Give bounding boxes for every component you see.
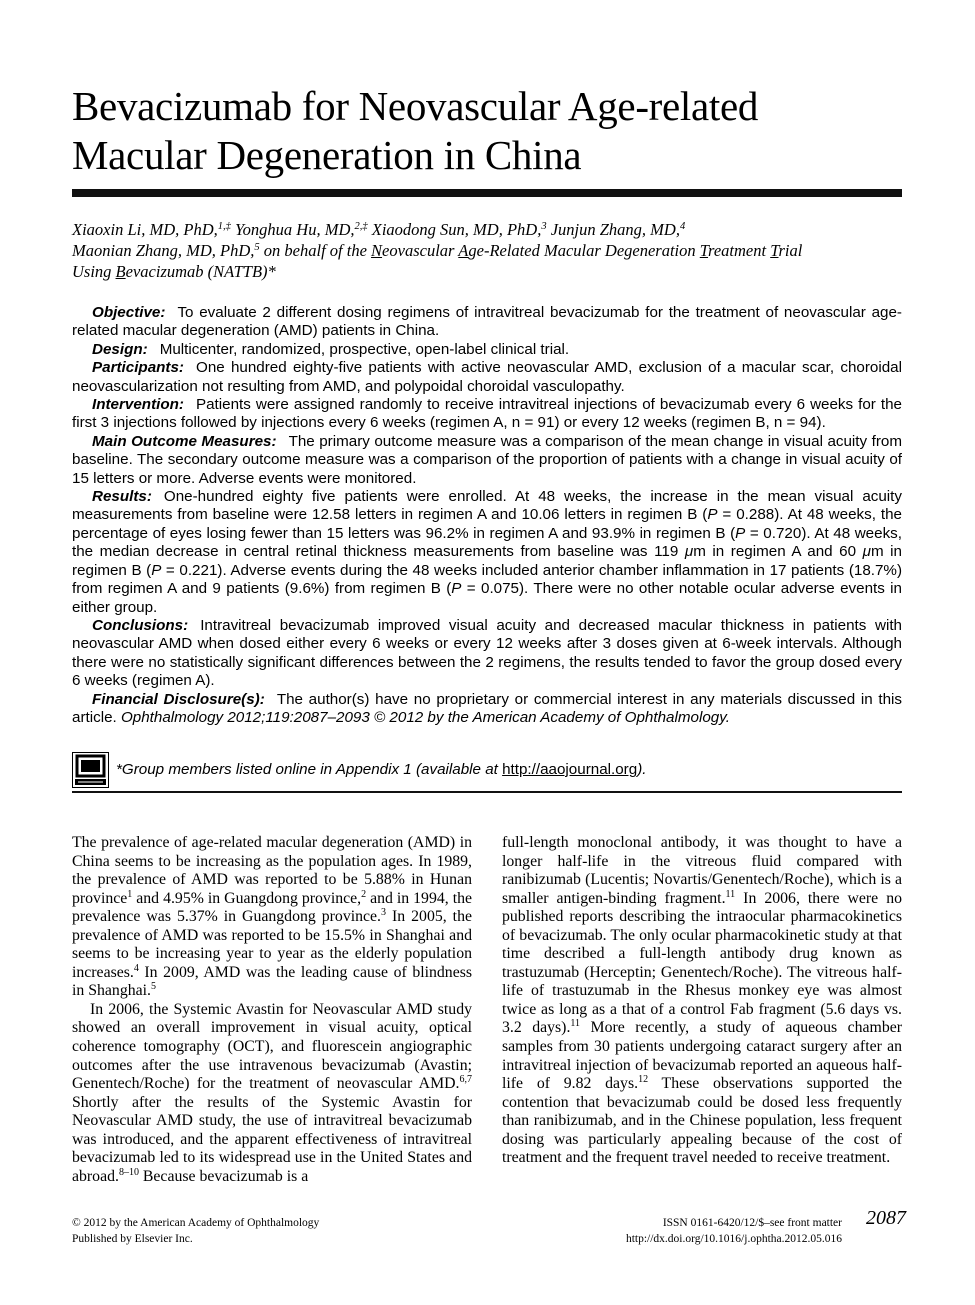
title-line-1: Bevacizumab for Neovascular Age-related xyxy=(72,83,759,129)
abstract-outcome-measures: Main Outcome Measures: The primary outcome measure was a comparison of the mean change in visual acuity from baseline. The secondary outcome measure was a comparison of the proportion of patients with a change in visual acuity of 15 letters or more. Adverse events were monitored. xyxy=(72,432,902,487)
author-line-3: Using Bevacizumab (NATTB)* xyxy=(72,262,276,281)
body-column-left xyxy=(72,834,472,1186)
citation: Ophthalmology 2012;119:2087–2093 © 2012 by the American Academy of Ophthalmology. xyxy=(120,708,730,726)
title-rule xyxy=(72,189,902,197)
doi-link[interactable]: http://dx.doi.org/10.1016/j.ophtha.2012.05.016 xyxy=(625,1233,842,1245)
reference-link[interactable]: 2 xyxy=(361,888,367,900)
reference-link[interactable]: 12 xyxy=(638,1074,649,1086)
abstract-financial-disclosure: Financial Disclosure(s): The author(s) have no proprietary or commercial interest in any materials discussed in this article. Ophthalmology 2012;119:2087–2093 © 2012 by the American Academy of Ophthalmology. xyxy=(72,690,903,726)
page-number: 2087 xyxy=(866,1207,906,1229)
abstract xyxy=(72,304,902,727)
reference-link[interactable]: 6,7 xyxy=(459,1074,472,1086)
abstract-intervention: Intervention: Patients were assigned randomly to receive intravitreal injections of bevacizumab every 6 weeks for the first 3 injections followed by injections every 6 weeks (regimen A, n = 91) or every 12 weeks (regimen B, n = 94). xyxy=(72,396,902,432)
reference-link[interactable]: 11 xyxy=(725,888,736,900)
supplement-note: *Group members listed online in Appendix 1 (available at http://aaojournal.org). xyxy=(72,752,902,788)
abstract-rule xyxy=(72,791,902,793)
footer-copyright: © 2012 by the American Academy of Ophthalmology Published by Elsevier Inc. xyxy=(72,1217,320,1245)
title-line-2: Macular Degeneration in China xyxy=(72,132,582,178)
footer-issn: ISSN 0161-6420/12/$–see front matter http://dx.doi.org/10.1016/j.ophtha.2012.05.016 xyxy=(580,1215,842,1247)
body-paragraph: The prevalence of age-related macular degeneration (AMD) in China seems to be increasing as the population ages. In 1989, the prevalence of AMD was reported to be 5.88% in Hunan province$^1$ and 4.95% in Guangdong province,$^2$ and in 1994, the prevalence was 5.37% in Guangdong province.$^3$ In 2005, the prevalence of AMD was reported to be 15.5% in Shanghai and seems to be increasing year to year as the elderly population increases.$^4$ In 2009, AMD was the leading cause of blindness in Shanghai.$^5$ xyxy=(72,834,472,1000)
body-column-right xyxy=(502,834,902,1168)
reference-link[interactable]: 8–10 xyxy=(118,1166,139,1178)
abstract-objective: Objective: To evaluate 2 different dosing regimens of intravitreal bevacizumab for the treatment of neovascular age-related macular degeneration (AMD) patients in China. xyxy=(72,304,902,340)
abstract-design: Design: Multicenter, randomized, prospective, open-label clinical trial. xyxy=(92,340,570,358)
computer-icon xyxy=(72,752,109,788)
reference-link[interactable]: 3 xyxy=(380,907,386,919)
body-paragraph: full-length monoclonal antibody, it was thought to have a longer half-life in the vitreous fluid compared with ranibizumab (Lucentis; Novartis/Genentech/Roche), which is a smaller antigen-binding fragment.$^{11}$ In 2006, there were no published reports describing the intraocular pharmacokinetics of bevacizumab. The only ocular pharmacokinetic study at that time described a full-length antibody drug known as trastuzumab (Herceptin; Genentech/Roche). The vitreous half-life of trastuzumab in the Rhesus monkey eye was almost twice as long as a that of a control Fab fragment (5.6 days vs. 3.2 days).$^{11}$ More recently, a study of aqueous chamber samples from 30 patients undergoing cataract surgery after an intravitreal injection of bevacizumab reported an aqueous half-life of 9.82 days.$^{12}$ These observations supported the contention that bevacizumab could be dosed less frequently than ranibizumab, and in the Chinese population, less frequent dosing was particularly appealing because of the cost of treatment and the frequent travel needed to receive treatment. xyxy=(502,834,903,1167)
reference-link[interactable]: 4 xyxy=(133,962,139,974)
reference-link[interactable]: 1 xyxy=(127,888,133,900)
reference-link[interactable]: 11 xyxy=(570,1018,581,1030)
reference-link[interactable]: 5 xyxy=(150,981,156,993)
author-line-1: Xiaoxin Li, MD, PhD,$^{1,\ddagger}$ Yonghua Hu, MD,$^{2,\ddagger}$ Xiaodong Sun, MD, PhD,$^3$ Junjun Zhang, MD,$^4$ xyxy=(72,220,686,239)
aaojournal-link[interactable]: http://aaojournal.org xyxy=(502,761,638,778)
author-line-2: Maonian Zhang, MD, PhD,$^5$ on behalf of the Neovascular Age-Related Macular Degeneration Treatment Trial xyxy=(72,241,803,260)
abstract-results: Results: One-hundred eighty five patients were enrolled. At 48 weeks, the increase in the mean visual acuity measurements from baseline were 12.58 letters in regimen A and 10.06 letters in regimen B (P = 0.288). At 48 weeks, the percentage of eyes losing fewer than 15 letters was 96.2% in regimen A and 93.9% in regimen B (P = 0.720). At 48 weeks, the median decrease in central retinal thickness measurements from baseline was 119 μm in regimen A and 60 μm in regimen B (P = 0.221). Adverse events during the 48 weeks included anterior chamber inflammation in 17 patients (18.7%) from regimen A and 9 patients (9.6%) from regimen B (P = 0.075). There were no other notable ocular adverse events in either group. xyxy=(72,488,902,616)
author-list xyxy=(72,219,902,282)
abstract-conclusions: Conclusions: Intravitreal bevacizumab improved visual acuity and decreased macular thickness in patients with neovascular AMD when dosed either every 6 weeks or every 12 weeks after 3 doses given at 6-week intervals. Although there were no statistically significant differences between the 2 regimens, the results tended to favor the group dosed every 6 weeks (regimen A). xyxy=(72,616,902,690)
abstract-participants: Participants: One hundred eighty-five patients with active neovascular AMD, exclusion of a macular scar, choroidal neovascularization not resulting from AMD, and polypoidal choroidal vasculopathy. xyxy=(72,359,902,395)
article-title xyxy=(72,82,912,180)
body-paragraph: In 2006, the Systemic Avastin for Neovascular AMD study showed an overall improvement in visual acuity, optical coherence tomography (OCT), and fluorescein angiographic outcomes after the use intravenous bevacizumab (Avastin; Genentech/Roche) for the treatment of neovascular AMD.$^{6,7}$ Shortly after the results of the Systemic Avastin for Neovascular AMD study, the use of intravitreal bevacizumab was introduced, and the apparent effectiveness of intravitreal bevacizumab led to its widespread use in the United States and abroad.$^{8-10}$ Because bevacizumab is a xyxy=(72,1000,472,1185)
